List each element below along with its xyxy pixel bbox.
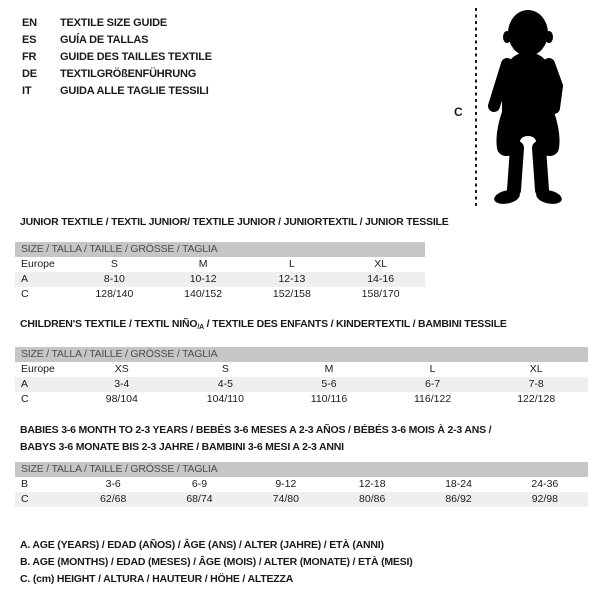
- age-cell: 3-4: [114, 378, 130, 390]
- language-code: IT: [22, 85, 32, 97]
- size-cell: S: [110, 258, 118, 270]
- size-cell: L: [288, 258, 295, 270]
- table-row-age: [15, 377, 588, 392]
- language-row-de: [22, 66, 212, 83]
- height-cell: 140/152: [184, 288, 223, 300]
- language-row-es: [22, 32, 212, 49]
- junior-section-title: JUNIOR TEXTILE / TEXTIL JUNIOR/ TEXTILE JUNIOR / JUNIORTEXTIL / JUNIOR TESSILE: [20, 216, 449, 228]
- row-label: Europe: [21, 258, 55, 270]
- baby-silhouette-image: [481, 8, 573, 208]
- babies-section-title-line2: BABYS 3-6 MONATE BIS 2-3 JAHRE / BAMBINI 3-6 MESI A 2-3 ANNI: [20, 441, 344, 453]
- height-label-c: C: [454, 105, 463, 119]
- height-cell: 128/140: [95, 288, 134, 300]
- age-cell: 4-5: [217, 378, 233, 390]
- height-cell: 62/68: [100, 493, 127, 505]
- height-measure-figure: [452, 8, 592, 212]
- height-cell: 110/116: [310, 393, 348, 405]
- age-cell: 12-13: [278, 273, 306, 285]
- size-cell: M: [324, 363, 334, 375]
- age-cell: 5-6: [321, 378, 337, 390]
- title-text: CHILDREN'S TEXTILE / TEXTIL NIÑO: [20, 318, 198, 330]
- months-cell: 24-36: [531, 478, 559, 490]
- babies-size-header-bar: SIZE / TALLA / TAILLE / GRÖSSE / TAGLIA: [15, 462, 588, 477]
- months-cell: 6-9: [191, 478, 208, 490]
- language-label: TEXTILGRÖßENFÜHRUNG: [60, 68, 197, 80]
- footnote-c: C. (cm) HEIGHT / ALTURA / HAUTEUR / HÖHE / ALTEZZA: [20, 573, 294, 585]
- age-cell: 10-12: [189, 273, 217, 285]
- row-label: Europe: [21, 363, 55, 375]
- height-cell: 104/110: [206, 393, 244, 405]
- language-label: GUÍA DE TALLAS: [60, 34, 149, 46]
- title-text: / TEXTILE DES ENFANTS / KINDERTEXTIL / BAMBINI TESSILE: [203, 318, 507, 330]
- age-cell: 8-10: [103, 273, 125, 285]
- table-row-height: [15, 287, 425, 302]
- months-cell: 9-12: [275, 478, 297, 490]
- row-label: C: [21, 493, 29, 505]
- size-cell: XL: [374, 258, 388, 270]
- language-title-list: [22, 15, 212, 100]
- language-row-it: [22, 83, 212, 100]
- language-code: FR: [22, 51, 37, 63]
- height-cell: 158/170: [361, 288, 400, 300]
- footnote-a: A. AGE (YEARS) / EDAD (AÑOS) / ÂGE (ANS) / ALTER (JAHRE) / ETÀ (ANNI): [20, 539, 384, 551]
- table-row-months: [15, 477, 588, 492]
- language-label: TEXTILE SIZE GUIDE: [60, 17, 168, 29]
- language-code: ES: [22, 34, 37, 46]
- table-row-age: [15, 272, 425, 287]
- title-subscript: /A: [197, 324, 204, 331]
- size-cell: L: [429, 363, 436, 375]
- age-cell: 14-16: [367, 273, 395, 285]
- junior-size-header-bar: SIZE / TALLA / TAILLE / GRÖSSE / TAGLIA: [15, 242, 425, 257]
- height-cell: 98/104: [105, 393, 138, 405]
- height-cell: 74/80: [272, 493, 299, 505]
- height-cell: 92/98: [531, 493, 558, 505]
- age-cell: 7-8: [528, 378, 544, 390]
- table-row-europe: [15, 362, 588, 377]
- language-row-en: [22, 15, 212, 32]
- months-cell: 18-24: [445, 478, 472, 490]
- children-size-header-bar: SIZE / TALLA / TAILLE / GRÖSSE / TAGLIA: [15, 347, 588, 362]
- months-cell: 12-18: [358, 478, 386, 490]
- language-label: GUIDE DES TAILLES TEXTILE: [60, 51, 212, 63]
- row-label: B: [21, 478, 29, 490]
- height-reference-dashed-line: [475, 8, 477, 208]
- height-cell: 116/122: [414, 393, 452, 405]
- height-cell: 122/128: [517, 393, 556, 405]
- children-section-title: [20, 318, 507, 330]
- size-cell: XS: [114, 363, 129, 375]
- children-size-table: [15, 362, 588, 407]
- junior-size-table: [15, 257, 425, 302]
- height-cell: 86/92: [445, 493, 472, 505]
- language-label: GUIDA ALLE TAGLIE TESSILI: [60, 85, 209, 97]
- height-cell: 152/158: [272, 288, 311, 300]
- size-cell: M: [198, 258, 208, 270]
- row-label: C: [21, 288, 29, 300]
- row-label: A: [21, 378, 29, 390]
- babies-section-title-line1: BABIES 3-6 MONTH TO 2-3 YEARS / BEBÉS 3-6 MESES A 2-3 AÑOS / BÉBÉS 3-6 MOIS À 2-3 ANS /: [20, 424, 492, 436]
- height-cell: 68/74: [186, 493, 213, 505]
- table-row-height: [15, 392, 588, 407]
- footnote-b: B. AGE (MONTHS) / EDAD (MESES) / ÂGE (MOIS) / ALTER (MONATE) / ETÀ (MESI): [20, 556, 413, 568]
- months-cell: 3-6: [105, 478, 121, 490]
- language-code: EN: [22, 17, 37, 29]
- row-label: A: [21, 273, 29, 285]
- age-cell: 6-7: [425, 378, 441, 390]
- language-row-fr: [22, 49, 212, 66]
- height-cell: 80/86: [359, 493, 386, 505]
- size-cell: XL: [529, 363, 543, 375]
- table-row-height: [15, 492, 588, 507]
- size-cell: S: [221, 363, 229, 375]
- row-label: C: [21, 393, 29, 405]
- language-code: DE: [22, 68, 37, 80]
- babies-size-table: [15, 477, 588, 507]
- table-row-europe: [15, 257, 425, 272]
